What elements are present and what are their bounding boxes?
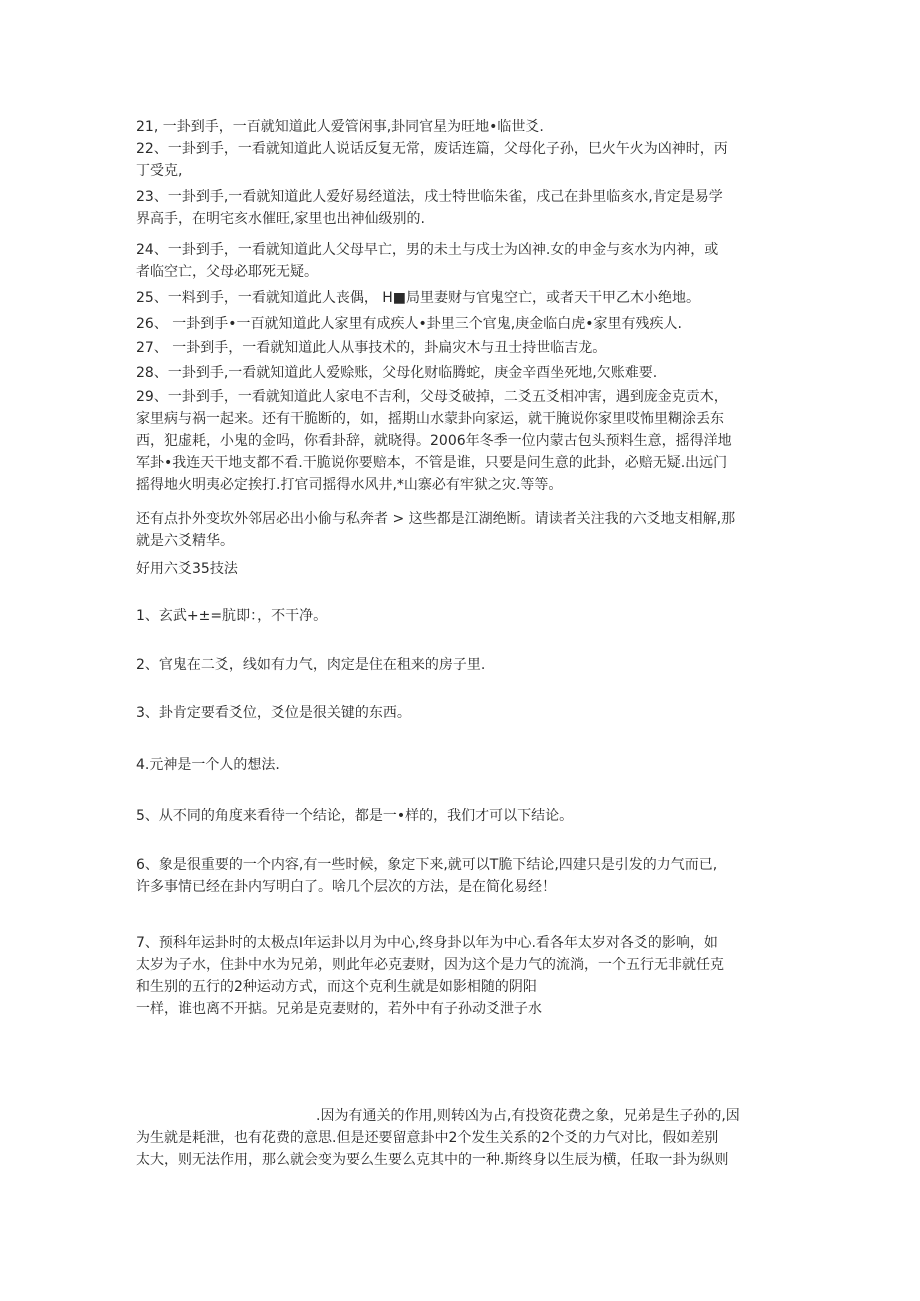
paragraph-23 bbox=[136, 186, 796, 230]
paragraph-28 bbox=[136, 362, 796, 384]
paragraph-closing bbox=[136, 508, 796, 552]
text-line: 21, 一卦到手，一百就知道此人爱管闲事,卦同官星为旺地•临世爻. bbox=[136, 119, 544, 135]
paragraph-22 bbox=[136, 138, 796, 182]
paragraph-continuation bbox=[136, 1105, 796, 1171]
text-line: 摇得地火明夷必定挨打.打官司摇得水风井,*山寨必有牢狱之灾.等等。 bbox=[136, 477, 563, 493]
technique-5 bbox=[136, 805, 796, 827]
paragraph-21 bbox=[136, 116, 796, 138]
text-line: 4.元神是一个人的想法. bbox=[136, 757, 280, 773]
text-line: 还有点扑外变坎外邻居必出小偷与私奔者 > 这些都是江湖绝断。请读者关注我的六爻地支相解,那 bbox=[136, 511, 736, 527]
text-line: 太大，则无法作用，那么就会变为要么生要么克其中的一种.斯终身以生辰为横，任取一卦为纵则 bbox=[136, 1152, 729, 1168]
text-line: 者临空亡，父母必耶死无疑。 bbox=[136, 264, 318, 280]
text-line: 3、卦肯定要看爻位，爻位是很关键的东西。 bbox=[136, 705, 411, 721]
paragraph-26 bbox=[136, 313, 796, 335]
text-line: .因为有通关的作用,则转凶为占,有投资花费之象，兄弟是生子孙的,因 bbox=[316, 1108, 740, 1124]
text-line: 24、一卦到手，一看就知道此人父母早亡，男的未土与戌士为凶神.女的申金与亥水为内神，或 bbox=[136, 242, 719, 258]
technique-6 bbox=[136, 854, 796, 898]
text-line: 为生就是耗泄，也有花费的意思.但是还要留意卦中2个发生关系的2个爻的力气对比，假如差别 bbox=[136, 1130, 719, 1146]
text-line: 28、一卦到手,一看就知道此人爱赊账，父母化财临腾蛇，庚金辛酉坐死地,欠账难要. bbox=[136, 365, 658, 381]
paragraph-24 bbox=[136, 239, 796, 283]
text-line: 界高手，在明宅亥水催旺,家里也出神仙级别的. bbox=[136, 211, 425, 227]
paragraph-29 bbox=[136, 386, 796, 496]
text-line: 军卦•我连天干地支都不看.干脆说你要赔本，不管是谁，只要是问生意的此卦，必赔无疑.出远门 bbox=[136, 455, 728, 471]
text-line: 许多事情已经在卦内写明白了。啥几个层次的方法，是在简化易经！ bbox=[136, 879, 556, 895]
technique-2 bbox=[136, 654, 796, 676]
text-line: 26、 一卦到手•一百就知道此人家里有成疾人•卦里三个官鬼,庚金临白虎•家里有残疾人. bbox=[136, 316, 682, 332]
section-heading bbox=[136, 558, 796, 580]
technique-1 bbox=[136, 605, 796, 627]
text-line: 25、一料到手，一看就知道此人丧偶， H■局里妻财与官鬼空亡，或者天干甲乙木小绝地。 bbox=[136, 290, 701, 306]
text-line: 7、预科年运卦时的太极点I年运卦以月为中心,终身卦以年为中心.看各年太岁对各爻的影响，如 bbox=[136, 935, 718, 951]
text-line: 西，犯虚耗，小鬼的金吗，你看卦辞，就晓得。2006年冬季一位内蒙古包头预料生意，摇得洋地 bbox=[136, 433, 732, 449]
technique-3 bbox=[136, 702, 796, 724]
text-line: 就是六爻精华。 bbox=[136, 533, 234, 549]
text-line: 1、玄武+±=肮即：，不干净。 bbox=[136, 608, 328, 624]
text-line: 丁受克, bbox=[136, 163, 183, 179]
text-line: 27、 一卦到手，一看就知道此人从事技术的，卦扁灾木与丑士持世临吉龙。 bbox=[136, 340, 607, 356]
text-line: 5、从不同的角度来看待一个结论，都是一•样的，我们才可以下结论。 bbox=[136, 808, 574, 824]
text-line: 22、一卦到手，一看就知道此人说话反复无常，废话连篇，父母化子孙，巳火午火为凶神时，丙 bbox=[136, 141, 728, 157]
heading-text: 好用六爻35技法 bbox=[136, 561, 238, 577]
paragraph-25 bbox=[136, 287, 796, 309]
technique-7 bbox=[136, 932, 796, 1020]
technique-4 bbox=[136, 754, 796, 776]
text-line: 23、一卦到手,一看就知道此人爱好易经道法，戌士特世临朱雀，戌己在卦里临亥水,肯定是易学 bbox=[136, 189, 723, 205]
text-line: 一样，谁也离不开掂。兄弟是克妻财的，若外中有子孙动爻泄子水 bbox=[136, 1001, 542, 1017]
text-line: 太岁为子水，住卦中水为兄弟，则此年必克妻财，因为这个是力气的流淌，一个五行无非就任克 bbox=[136, 957, 724, 973]
text-line: 2、官鬼在二爻，线如有力气，肉定是住在租来的房子里. bbox=[136, 657, 486, 673]
text-line: 家里病与祸一起来。还有干脆断的，如，摇期山水蒙卦向家运，就干腌说你家里哎怖里糊涂丢东 bbox=[136, 411, 724, 427]
text-line: 29、一卦到手，一看就知道此人家电不吉利，父母爻破掉，二爻五爻相冲害，遇到庞金克贡木， bbox=[136, 389, 728, 405]
paragraph-27 bbox=[136, 337, 796, 359]
text-line: 6、象是很重要的一个内容,有一些时候，象定下来,就可以T脆下结论,四建只是引发的力气而已, bbox=[136, 857, 718, 873]
text-line: 和生别的五行的2种运动方式，而这个克利生就是如影相随的阴阳 bbox=[136, 979, 537, 995]
